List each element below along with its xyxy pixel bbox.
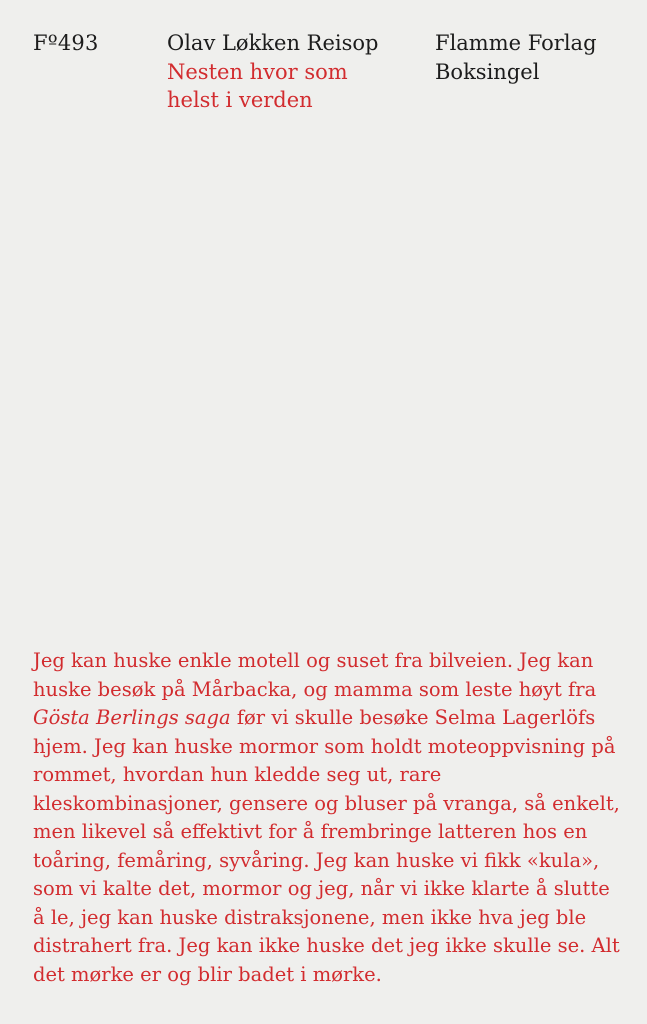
publisher-block xyxy=(435,29,597,86)
publisher-name: Flamme Forlag xyxy=(435,31,597,55)
excerpt-part-2: før vi skulle besøke Selma Lagerlöfs hjem. Jeg kan huske mormor som holdt moteoppvisning på rommet, hvordan hun kledde seg ut, rare kleskombinasjoner, gensere og bluser på vranga, så enkelt, men likevel så effektivt for å frembringe latteren hos en toåring, femåring, syvåring. Jeg kan huske vi fikk «kula», som vi kalte det, mormor og jeg, når vi ikke klarte å slutte å le, jeg kan huske distraksjonene, men ikke hva jeg ble distrahert fra. Jeg kan ikke huske det jeg ikke skulle se. Alt det mørke er og blir badet i mørke. xyxy=(33,706,620,986)
author-name: Olav Løkken Reisop xyxy=(167,31,379,55)
series-number: Fº493 xyxy=(33,31,99,55)
title-block xyxy=(167,29,397,115)
excerpt-text xyxy=(33,647,623,989)
publication-format: Boksingel xyxy=(435,59,540,84)
excerpt-italic-title: Gösta Berlings saga xyxy=(33,706,231,729)
excerpt-part-1: Jeg kan huske enkle motell og suset fra bilveien. Jeg kan huske besøk på Mårbacka, og mamma som leste høyt fra xyxy=(33,649,597,701)
book-title: Nesten hvor som helst i verden xyxy=(167,59,348,112)
